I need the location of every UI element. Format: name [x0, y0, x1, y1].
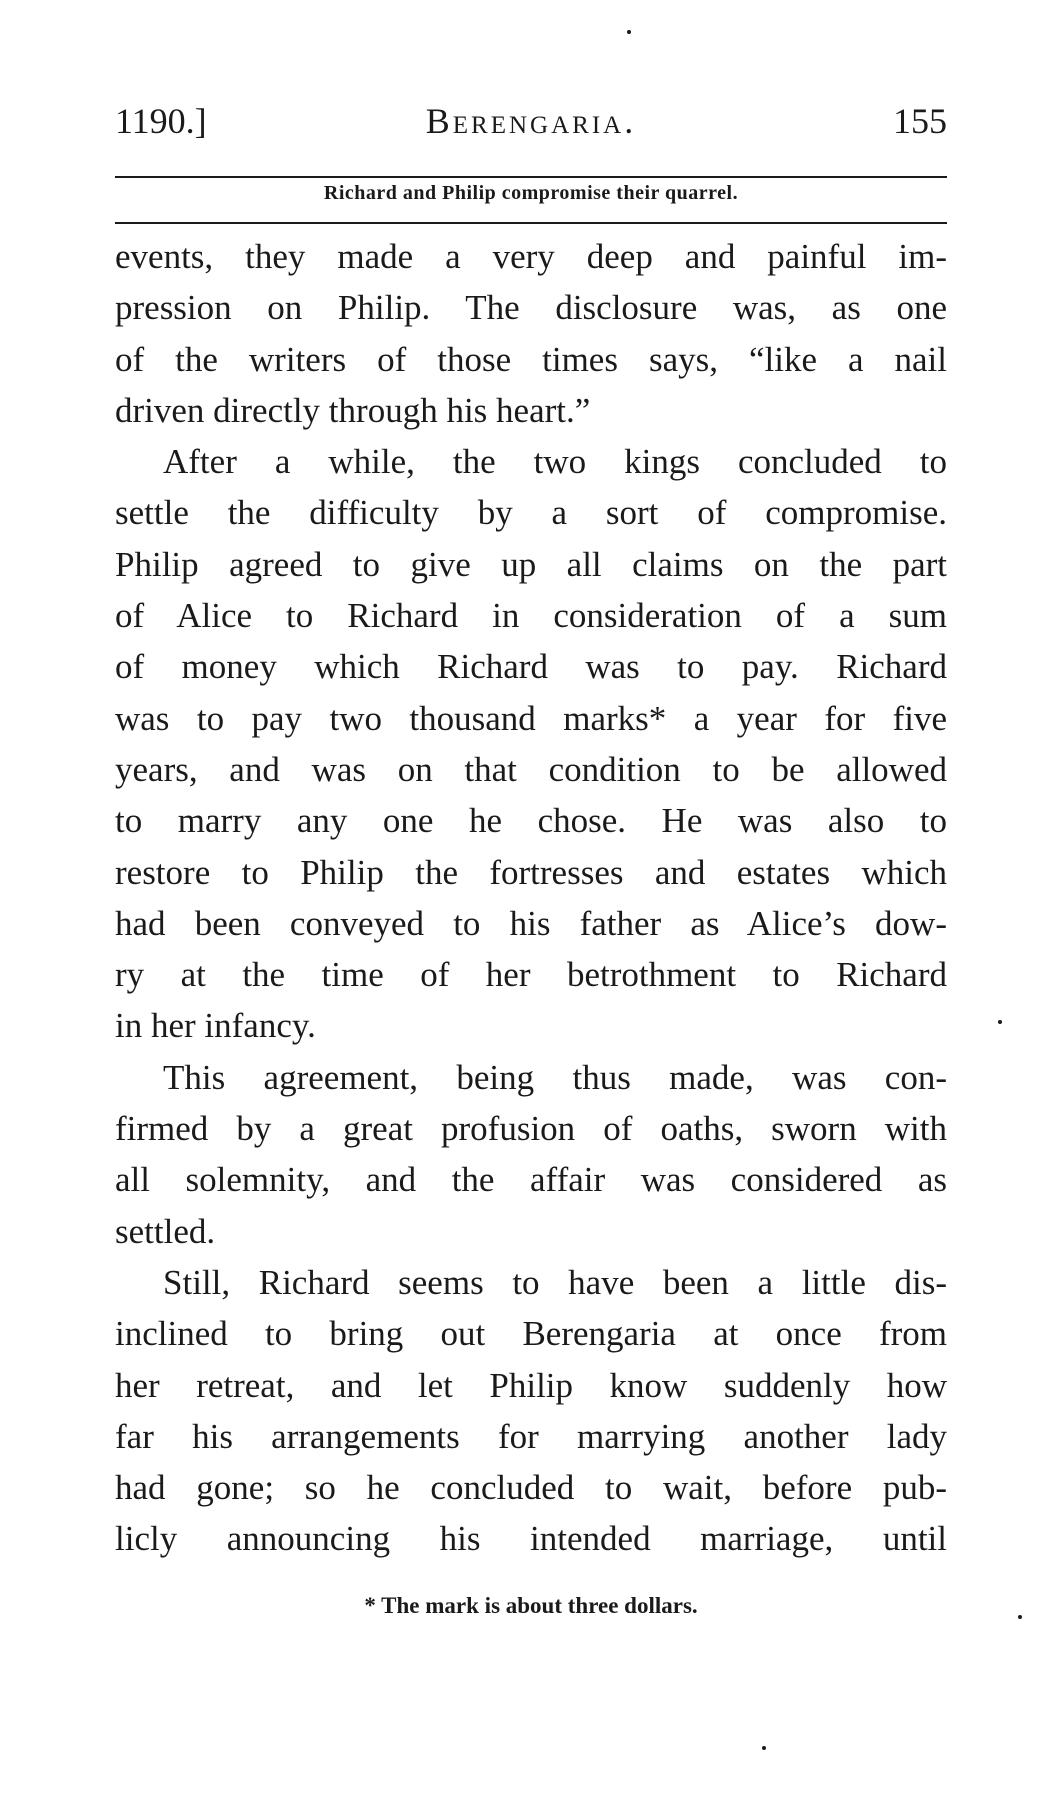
header-rule-top	[115, 176, 947, 178]
text-line: Still, Richard seems to have been a little dis-	[163, 1262, 947, 1302]
text-line: events, they made a very deep and painful im-	[115, 237, 947, 276]
text-line: was to pay two thousand marks* a year for five	[115, 698, 947, 738]
text-line: settled.	[115, 1211, 216, 1251]
text-line: years, and was on that condition to be allowed	[115, 749, 947, 789]
text-line: of Alice to Richard in consideration of a sum	[115, 596, 947, 636]
running-head	[115, 100, 947, 150]
text-line: all solemnity, and the affair was considered as	[115, 1160, 947, 1200]
text-line: of money which Richard was to pay. Richard	[115, 647, 947, 687]
text-line: far his arrangements for marrying another lady	[115, 1416, 947, 1456]
text-line: ry at the time of her betrothment to Richard	[115, 955, 947, 995]
text-line: licly announcing his intended marriage, until	[115, 1519, 947, 1559]
page-number: 155	[893, 101, 947, 141]
text-line: inclined to bring out Berengaria at once from	[115, 1314, 947, 1354]
text-line: had been conveyed to his father as Alice’s dow-	[115, 903, 947, 943]
header-year: 1190.]	[115, 101, 207, 141]
print-speck	[998, 1020, 1002, 1024]
header-title: Berengaria.	[425, 101, 637, 141]
text-line: This agreement, being thus made, was con-	[163, 1057, 947, 1097]
text-line: After a while, the two kings concluded to	[163, 442, 947, 482]
text-line: pression on Philip. The disclosure was, as one	[115, 288, 947, 328]
body-text	[115, 231, 947, 1565]
footnote: * The mark is about three dollars.	[364, 1593, 698, 1618]
header-rule-bottom	[115, 222, 947, 224]
text-line: firmed by a great profusion of oaths, sworn with	[115, 1109, 947, 1149]
print-speck	[762, 1746, 766, 1750]
print-speck	[627, 30, 631, 34]
text-line: to marry any one he chose. He was also to	[115, 801, 947, 841]
text-line: her retreat, and let Philip know suddenly how	[115, 1365, 947, 1405]
text-line: restore to Philip the fortresses and estates which	[115, 852, 947, 892]
text-line: had gone; so he concluded to wait, before pub-	[115, 1468, 947, 1508]
text-line: of the writers of those times says, “like a nail	[115, 339, 947, 379]
text-line: in her infancy.	[115, 1006, 316, 1046]
text-line: settle the difficulty by a sort of compromise.	[115, 493, 947, 533]
section-heading: Richard and Philip compromise their quarrel.	[323, 182, 739, 204]
text-line: driven directly through his heart.”	[115, 390, 591, 430]
text-line: Philip agreed to give up all claims on the part	[115, 544, 947, 584]
print-speck	[1018, 1615, 1022, 1619]
